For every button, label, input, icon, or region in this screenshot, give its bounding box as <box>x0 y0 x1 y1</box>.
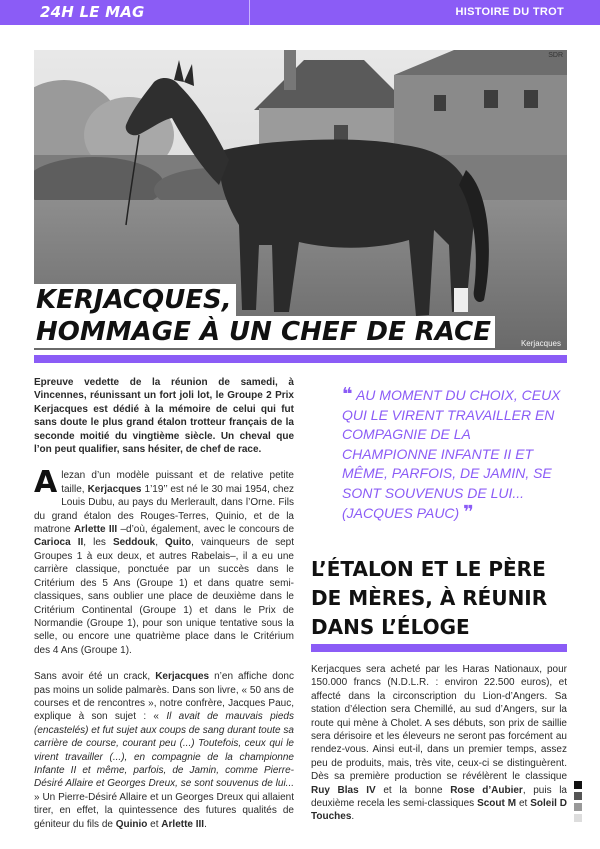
horse-name: Kerjacques <box>87 483 142 495</box>
horse-name: Seddouk <box>112 537 156 549</box>
horse-name: Kerjacques <box>155 671 210 683</box>
pull-quote <box>342 385 568 524</box>
text-run: . <box>351 811 355 823</box>
section-heading: L’ÉTALON ET LE PÈRE DE MÈRES, À RÉUNIR DANS L’ÉLOGE <box>311 557 548 639</box>
header-bar <box>0 0 600 25</box>
horse-name: Scout M <box>477 798 517 810</box>
left-column <box>34 376 294 831</box>
body-paragraph-2 <box>34 670 294 831</box>
horse-name: Ruy Blas IV <box>311 784 376 796</box>
text-run: , les <box>83 537 113 549</box>
text-run: n’en affiche donc pas moins un solide palmarès. Dans son livre, « 50 ans de courses et de rencontres », notre confrère, Jacques Pauc, explique à son sujet : « <box>34 671 294 723</box>
photo-credit: SDR <box>548 52 563 59</box>
body-paragraph-1 <box>34 465 295 657</box>
horse-name: Rose d’Aubier <box>450 784 523 796</box>
body-paragraph-3 <box>311 663 567 824</box>
text-run: et la bonne <box>375 784 451 796</box>
right-column <box>311 663 567 824</box>
marker-square <box>574 814 582 822</box>
marker-square <box>574 792 582 800</box>
open-quote-icon: ❝ <box>342 384 353 405</box>
article-title <box>34 284 495 348</box>
text-run: et <box>147 818 162 830</box>
text-run: » Un Pierre-Désiré Allaire et un Georges Dreux qui allaient tirer, en effet, la quintessence des futures qualités de géniteur du fils de <box>34 791 294 830</box>
horse-name: Arlette III <box>73 524 118 536</box>
text-run: , <box>155 537 166 549</box>
close-quote-icon: ❞ <box>463 502 474 523</box>
header-divider <box>249 0 250 25</box>
text-run: lezan d’un modèle puissant et de relative petite taille, <box>61 470 294 495</box>
quoted-text: Il avait de mauvais pieds (encastelés) et fut sujet aux coups de sang durant toute sa carrière de course, courant peu (...) Toutefois, ceux qui le virent travailler (...), en compagnie de la championne Infante II et même, parfois, de Jamin, comme Pierre-Désiré Allaire et Georges Dreux, se sont souvenus de lui... <box>34 711 294 790</box>
magazine-name: 24H LE MAG <box>40 3 145 21</box>
photo-caption: Kerjacques <box>520 339 561 348</box>
horse-name: Quito <box>165 537 192 549</box>
text-run: , vainqueurs de sept Groupes 1 à eux deux, et autres Rabelais–, il a eu une carrière classique, ponctuée par un succès dans le Critérium des 5 Ans (Groupe 1) et dans quatre semi-classiques, sans oublier une place de deuxième dans le Critérium Continental (Groupe 1) et dans le Prix de Normandie (Groupe 1), pour son unique tentative sous la selle, ou encore une quatrième place dans le Critérium des 4 Ans (Groupe 1). <box>34 537 294 656</box>
drop-cap: A <box>34 465 58 501</box>
marker-square <box>574 781 582 789</box>
horse-name: Carioca II <box>34 537 84 549</box>
title-line-1: KERJACQUES, <box>34 284 236 316</box>
marker-square <box>574 803 582 811</box>
text-run: 1’19’’ est né le 30 mai 1954, chez Louis Dubu, au pays du Merlerault, dans l’Orne. Fils du grand étalon des Rouges-Terres, Quinio, et de la matrone <box>34 483 295 536</box>
horse-name: Quinio <box>115 818 148 830</box>
title-accent-rule <box>34 355 567 363</box>
horse-name: Arlette III <box>161 818 205 830</box>
text-run: Sans avoir été un crack, <box>34 671 156 683</box>
text-run: , puis la deuxième recela les semi-classiques <box>311 784 567 810</box>
text-run: Kerjacques sera acheté par les Haras Nationaux, pour 150.000 francs (N.D.L.R. : environ 22.500 euros), et affecté dans la circonscription du Lion-d’Angers. Sa station d’élection sera Chemillé, au sud d’Angers, sur la route qui mène à Cholet. A ses débuts, son prix de saillie sera dérisoire et les éleveurs ne seront pas forcément au rendez-vous. Ainsi eut-il, dans un premier temps, assez peu de produits, mais, très vite, ceux-ci se distinguèrent. Dès sa première production se révélèrent le classique <box>311 664 567 783</box>
heading-accent-rule <box>311 644 567 652</box>
title-line-2: HOMMAGE À UN CHEF DE RACE <box>34 316 495 348</box>
pull-quote-text: AU MOMENT DU CHOIX, CEUX QUI LE VIRENT TRAVAILLER EN COMPAGNIE DE LA CHAMPIONNE INFANTE II ET MÊME, PARFOIS, DE JAMIN, SE SONT SOUVENUS DE LUI... (JACQUES PAUC) <box>342 387 561 521</box>
text-run: . <box>204 818 207 830</box>
text-run: et <box>516 798 531 810</box>
section-name: HISTOIRE DU TROT <box>455 6 564 18</box>
text-run: –d’où, également, avec le concours de <box>117 524 295 536</box>
lead-paragraph: Epreuve vedette de la réunion de samedi, à Vincennes, réunissant un fort joli lot, le Groupe 2 Prix Kerjacques est dédié à la mémoire de celui qui fut sans doute le plus grand étalon trotteur français de la seconde moitié du vingtième siècle. Un cheval que l’on peut qualifier, sans hésiter, de chef de race. <box>34 377 294 456</box>
horse-name: Soleil D Touches <box>311 798 567 823</box>
page-markers <box>574 781 582 825</box>
